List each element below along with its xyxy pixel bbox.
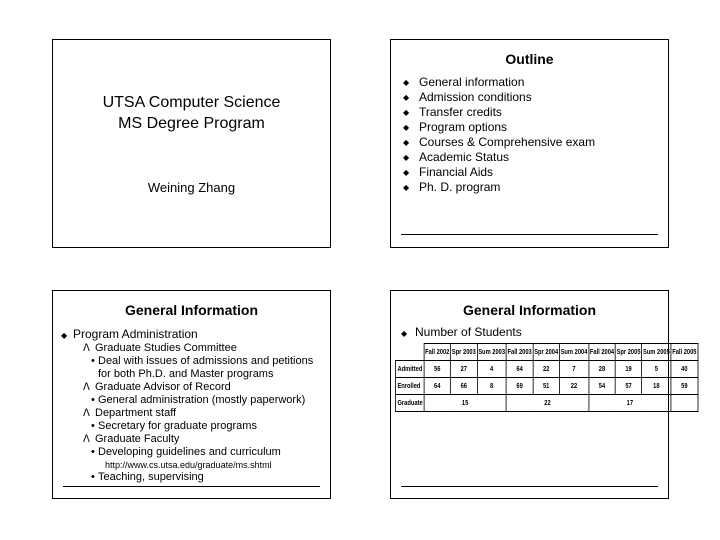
students-bullet	[401, 325, 522, 340]
diamond-bullet-icon: ◆	[403, 168, 410, 177]
table-header: Sum 2004	[559, 344, 588, 361]
table-cell: 28	[589, 361, 616, 378]
divider	[63, 486, 320, 487]
table-header: Sum 2005	[642, 344, 671, 361]
triangle-bullet-icon: ᐱ	[83, 343, 90, 354]
list-item: • Teaching, supervising	[91, 471, 204, 483]
table-header: Spr 2003	[451, 344, 477, 361]
triangle-bullet-icon: ᐱ	[83, 382, 90, 393]
table-header: Fall 2004	[589, 344, 616, 361]
table-row	[395, 395, 697, 412]
table-cell: 51	[533, 378, 559, 395]
outline-item: ◆ General information	[403, 75, 525, 89]
table-cell: 59	[671, 378, 698, 395]
table-cell: 40	[671, 361, 698, 378]
list-item: ᐱ Graduate Faculty	[83, 433, 180, 445]
table-cell: 18	[642, 378, 671, 395]
table-cell: 7	[559, 361, 588, 378]
list-item: for both Ph.D. and Master programs	[98, 368, 274, 380]
outline-item: ◆ Ph. D. program	[403, 180, 501, 194]
students-table	[395, 343, 698, 412]
table-cell: 66	[451, 378, 477, 395]
slide-general-info-students	[390, 290, 697, 499]
outline-list	[403, 75, 595, 195]
slide-title-general-info: General Information	[124, 302, 259, 318]
divider	[401, 486, 658, 487]
outline-item: ◆ Transfer credits	[403, 105, 502, 119]
table-header: Spr 2004	[533, 344, 559, 361]
dot-bullet-icon: •	[91, 446, 95, 458]
outline-item: ◆ Academic Status	[403, 150, 510, 164]
title-line-2: MS Degree Program	[118, 115, 265, 132]
list-item: ◆ Number of Students	[401, 325, 522, 339]
table-cell: 22	[559, 378, 588, 395]
faculty-url[interactable]: http://www.cs.utsa.edu/graduate/ms.shtml	[105, 460, 272, 470]
outline-item: ◆ Program options	[403, 120, 508, 134]
dot-bullet-icon: •	[91, 355, 95, 367]
diamond-bullet-icon: ◆	[403, 183, 410, 192]
outline-item: ◆ Courses & Comprehensive exam	[403, 135, 596, 149]
presentation-title	[53, 92, 330, 134]
dot-bullet-icon: •	[91, 394, 95, 406]
triangle-bullet-icon: ᐱ	[83, 408, 90, 419]
table-header: Fall 2002	[424, 344, 451, 361]
table-cell: 22	[533, 361, 559, 378]
list-item: • Deal with issues of admissions and petitions	[91, 355, 314, 367]
list-item: ᐱ Graduate Advisor of Record	[83, 381, 231, 393]
table-header: Spr 2005	[615, 344, 641, 361]
table-row	[395, 378, 697, 395]
diamond-bullet-icon: ◆	[403, 123, 410, 132]
diamond-bullet-icon: ◆	[403, 153, 410, 162]
diamond-bullet-icon: ◆	[403, 93, 410, 102]
admin-content	[61, 327, 313, 484]
table-header-row	[395, 344, 697, 361]
table-cell: 64	[506, 361, 533, 378]
table-cell: 17	[589, 395, 671, 412]
table-cell: 64	[424, 378, 451, 395]
table-cell: 4	[477, 361, 506, 378]
list-item: ᐱ Department staff	[83, 407, 177, 419]
row-header: Admitted	[395, 361, 423, 378]
row-header: Graduate	[395, 395, 423, 412]
slide-title	[52, 39, 331, 248]
list-item: ᐱ Graduate Studies Committee	[83, 342, 237, 354]
table-header: Fall 2005	[671, 344, 698, 361]
list-item: • General administration (mostly paperwork)	[91, 394, 306, 406]
list-item: • Secretary for graduate programs	[91, 420, 257, 432]
slide-general-info-admin	[52, 290, 331, 499]
table-cell	[671, 395, 698, 412]
table-cell: 54	[589, 378, 616, 395]
triangle-bullet-icon: ᐱ	[83, 434, 90, 445]
table-cell: 69	[506, 378, 533, 395]
diamond-bullet-icon: ◆	[403, 108, 410, 117]
diamond-bullet-icon: ◆	[401, 329, 408, 338]
outline-item: ◆ Admission conditions	[403, 90, 532, 104]
author-name: Weining Zhang	[147, 180, 236, 195]
list-item: ◆ Program Administration	[61, 327, 198, 341]
slide-title-general-info: General Information	[462, 302, 597, 318]
table-cell: 27	[451, 361, 477, 378]
table-cell: 5	[642, 361, 671, 378]
table-cell: 56	[424, 361, 451, 378]
dot-bullet-icon: •	[91, 471, 95, 483]
diamond-bullet-icon: ◆	[403, 78, 410, 87]
diamond-bullet-icon: ◆	[61, 331, 68, 340]
diamond-bullet-icon: ◆	[403, 138, 410, 147]
table-corner	[395, 344, 423, 361]
table-cell: 57	[615, 378, 641, 395]
table-header: Fall 2003	[506, 344, 533, 361]
table-cell: 15	[424, 395, 506, 412]
table-cell: 22	[506, 395, 588, 412]
table-row	[395, 361, 697, 378]
row-header: Enrolled	[395, 378, 423, 395]
table-header: Sum 2003	[477, 344, 506, 361]
title-line-1: UTSA Computer Science	[102, 94, 281, 111]
outline-item: ◆ Financial Aids	[403, 165, 494, 179]
table-cell: 19	[615, 361, 641, 378]
slide-outline	[390, 39, 669, 248]
table-cell: 8	[477, 378, 506, 395]
divider	[401, 234, 658, 235]
slide-title-outline: Outline	[505, 51, 554, 67]
dot-bullet-icon: •	[91, 420, 95, 432]
list-item: • Developing guidelines and curriculum	[91, 446, 281, 458]
